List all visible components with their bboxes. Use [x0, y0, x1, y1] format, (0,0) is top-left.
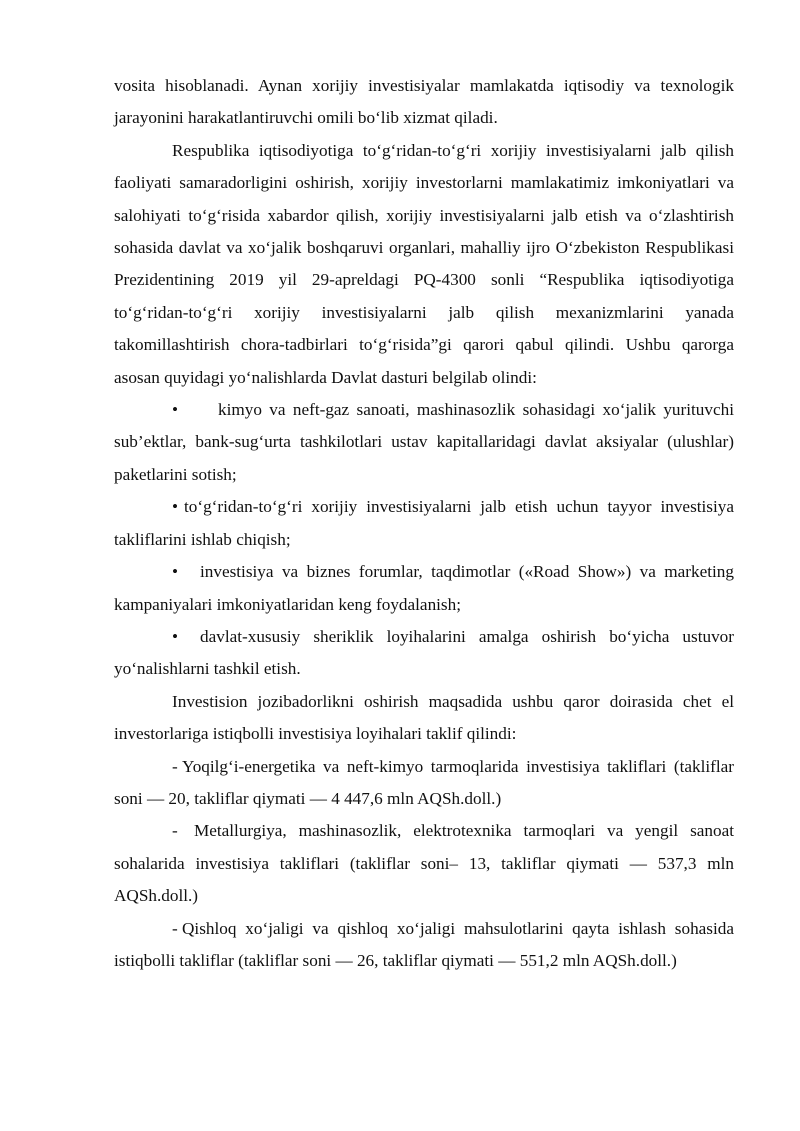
- dash-marker: -: [172, 918, 178, 938]
- dash-marker: -: [172, 821, 178, 841]
- list-item-text: Yoqilg‘i-energetika va neft-kimyo tarmoqlarida investisiya takliflari (takliflar soni — 20, takliflar qiymati — 4 447,6 mln AQSh.doll.): [114, 756, 734, 808]
- list-item: [114, 556, 734, 621]
- list-item-text: investisiya va biznes forumlar, taqdimotlar («Road Show») va marketing kampaniyalari imkoniyatlaridan keng foydalanish;: [114, 562, 734, 614]
- bullet-icon: •: [172, 400, 179, 420]
- list-item: [114, 621, 734, 686]
- paragraph-program: Respublika iqtisodiyotiga to‘g‘ridan-to‘g‘ri xorijiy investisiyalarni jalb qilish faoliyati samaradorligini oshirish, xorijiy investorlarni mamlakatimiz imkoniyatlari va salohiyati to‘g‘risida xabardor qilish, xorijiy investisiyalarni jalb etish va o‘zlashtirish sohasida davlat va xo‘jalik boshqaruvi organlari, mahalliy ijro O‘zbekiston Respublikasi Prezidentining 2019 yil 29-apreldagi PQ-4300 sonli “Respublika iqtisodiyotiga to‘g‘ridan-to‘g‘ri xorijiy investisiyalarni jalb qilish mexanizmlarini yanada takomillashtirish chora-tadbirlari to‘g‘risida”gi qarori qabul qilindi. Ushbu qarorga asosan quyidagi yo‘nalishlarda Davlat dasturi belgilab olindi:: [114, 140, 734, 387]
- bullet-icon: •: [172, 626, 179, 646]
- list-item-text: Metallurgiya, mashinasozlik, elektrotexnika tarmoqlari va yengil sanoat sohalarida investisiya takliflari (takliflar soni– 13, takliflar qiymati — 537,3 mln AQSh.doll.): [114, 821, 734, 906]
- list-item: [114, 815, 734, 912]
- list-item-text: davlat-xususiy sheriklik loyihalarini amalga oshirish bo‘yicha ustuvor yo‘nalishlarni tashkil etish.: [114, 626, 734, 679]
- document-page: [114, 70, 734, 977]
- dash-marker: -: [172, 756, 178, 776]
- paragraph-intro: vosita hisoblanadi. Aynan xorijiy investisiyalar mamlakatda iqtisodiy va texnologik jarayonini harakatlantiruvchi omili bo‘lib xizmat qiladi.: [114, 76, 734, 128]
- list-item-text: to‘g‘ridan-to‘g‘ri xorijiy investisiyalarni jalb etish uchun tayyor investisiya takliflarini ishlab chiqish;: [114, 497, 734, 549]
- bullet-icon: •: [172, 497, 179, 517]
- list-item-text: Qishloq xo‘jaligi va qishloq xo‘jaligi mahsulotlarini qayta ishlash sohasida istiqbolli takliflar (takliflar soni — 26, takliflar qiymati — 551,2 mln AQSh.doll.): [114, 918, 734, 970]
- list-item-text: kimyo va neft-gaz sanoati, mashinasozlik sohasidagi xo‘jalik yurituvchi sub’ektlar, bank-sug‘urta tashkilotlari ustav kapitallaridagi davlat aksiyalar (ulushlar) paketlarini sotish;: [114, 400, 734, 484]
- list-item: [114, 913, 734, 978]
- bullet-icon: •: [172, 562, 179, 582]
- list-item: [114, 394, 734, 491]
- list-item: [114, 491, 734, 556]
- paragraph-offers: Investision jozibadorlikni oshirish maqsadida ushbu qaror doirasida chet el investorlariga istiqbolli investisiya loyihalari taklif qilindi:: [114, 691, 734, 744]
- list-item: [114, 751, 734, 816]
